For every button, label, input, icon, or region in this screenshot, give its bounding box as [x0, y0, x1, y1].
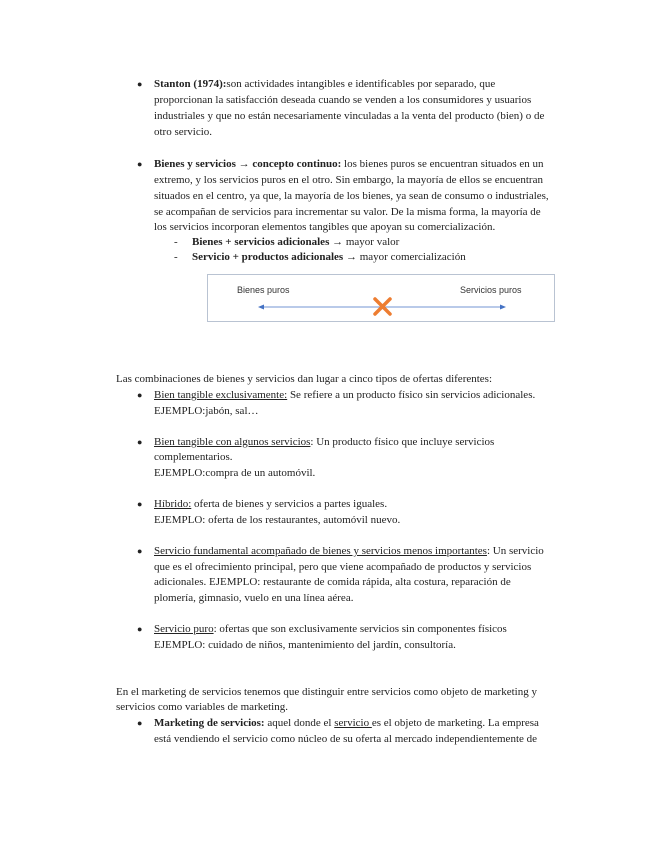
bienes-paragraph-line-1: Bienes y servicios → concepto continuo: los bienes puros se encuentran situados en un — [154, 158, 544, 170]
offer-item-2-line-2: complementarios. — [154, 451, 233, 463]
stanton-paragraph-line-3: industriales y que no están necesariamente vinculadas a la venta del producto (bien) o de — [154, 110, 545, 122]
bienes-paragraph-line-2: extremo, y los servicios puros en el otro. Sin embargo, la mayoría de ellos se encuentran — [154, 174, 543, 186]
bullet: ● — [137, 159, 143, 169]
offer-item-4-line-2: que es el ofrecimiento principal, pero que viene acompañado de productos y servicios — [154, 561, 532, 573]
bullet: ● — [137, 624, 143, 634]
stanton-term: Stanton (1974): — [154, 78, 227, 90]
marketing-item-line-1: Marketing de servicios: aquel donde el servicio es el objeto de marketing. La empresa — [154, 717, 539, 729]
marketing-intro-line-1: En el marketing de servicios tenemos que distinguir entre servicios como objeto de marketing y — [116, 686, 537, 698]
offer-item-3-line-2: EJEMPLO: oferta de los restaurantes, automóvil nuevo. — [154, 514, 401, 526]
bienes-paragraph-line-3: situados en el centro, ya que, la mayoría de los bienes, ya sean de consumo o industriales, — [154, 190, 549, 202]
marketing-item-line-2: está vendiendo el servicio como núcleo de su oferta al mercado independientemente de — [154, 733, 538, 745]
left-arrow-icon — [258, 305, 264, 310]
bienes-paragraph-line-4: se acompañan de servicios para incrementar su valor. De la misma forma, la mayoría de — [154, 206, 541, 218]
bullet: ● — [137, 437, 143, 447]
offer-item-5-line-2: EJEMPLO: cuidado de niños, mantenimiento del jardín, consultoría. — [154, 639, 456, 651]
bullet: ● — [137, 79, 143, 89]
continuum-diagram — [207, 274, 555, 322]
right-arrow-icon — [500, 305, 506, 310]
bienes-paragraph-line-5: los servicios incorporan elementos tangibles que apoyan su comercialización. — [154, 221, 496, 233]
offer-item-5-line-1: Servicio puro: ofertas que son exclusivamente servicios sin componentes físicos — [154, 623, 507, 635]
offer-item-4-line-4: plomería, gimnasio, vuelo en una línea aérea. — [154, 592, 354, 604]
stanton-paragraph-line-2: proporcionan la satisfacción deseada cuando se venden a los consumidores y usuarios — [154, 94, 532, 106]
offers-intro: Las combinaciones de bienes y servicios dan lugar a cinco tipos de ofertas diferentes: — [116, 373, 493, 385]
stanton-paragraph-line-1: Stanton (1974):son actividades intangibles e identificables por separado, que — [154, 78, 496, 90]
continuum-arrow — [208, 275, 554, 321]
offer-item-4-line-1: Servicio fundamental acompañado de bienes y servicios menos importantes: Un servicio — [154, 545, 544, 557]
subitem-line: Servicio + productos adicionales → mayor comercialización — [192, 251, 466, 263]
bullet: ● — [137, 546, 143, 556]
offer-item-4-line-3: adicionales. EJEMPLO: restaurante de comida rápida, alta costura, reparación de — [154, 576, 511, 588]
offer-item-2-line-1: Bien tangible con algunos servicios: Un producto físico que incluye servicios — [154, 436, 495, 448]
offer-item-3-line-1: Híbrido: oferta de bienes y servicios a partes iguales. — [154, 498, 388, 510]
offer-item-1-line-1: Bien tangible exclusivamente: Se refiere a un producto físico sin servicios adicionales. — [154, 389, 536, 401]
bienes-puros-label: Bienes puros — [237, 285, 290, 295]
bullet: ● — [137, 390, 143, 400]
bullet: ● — [137, 718, 143, 728]
servicios-puros-label: Servicios puros — [460, 285, 522, 295]
dash-marker: - — [174, 251, 178, 263]
dash-marker: - — [174, 236, 178, 248]
bullet: ● — [137, 499, 143, 509]
marketing-intro-line-2: servicios como variables de marketing. — [116, 701, 288, 713]
stanton-paragraph-line-4: otro servicio. — [154, 126, 213, 138]
offer-item-2-line-3: EJEMPLO:compra de un automóvil. — [154, 467, 316, 479]
offer-item-1-line-2: EJEMPLO:jabón, sal… — [154, 405, 259, 417]
subitem-line: Bienes + servicios adicionales → mayor valor — [192, 236, 400, 248]
cross-mark-icon — [375, 299, 390, 314]
bienes-term: Bienes y servicios → concepto continuo: — [154, 158, 342, 170]
